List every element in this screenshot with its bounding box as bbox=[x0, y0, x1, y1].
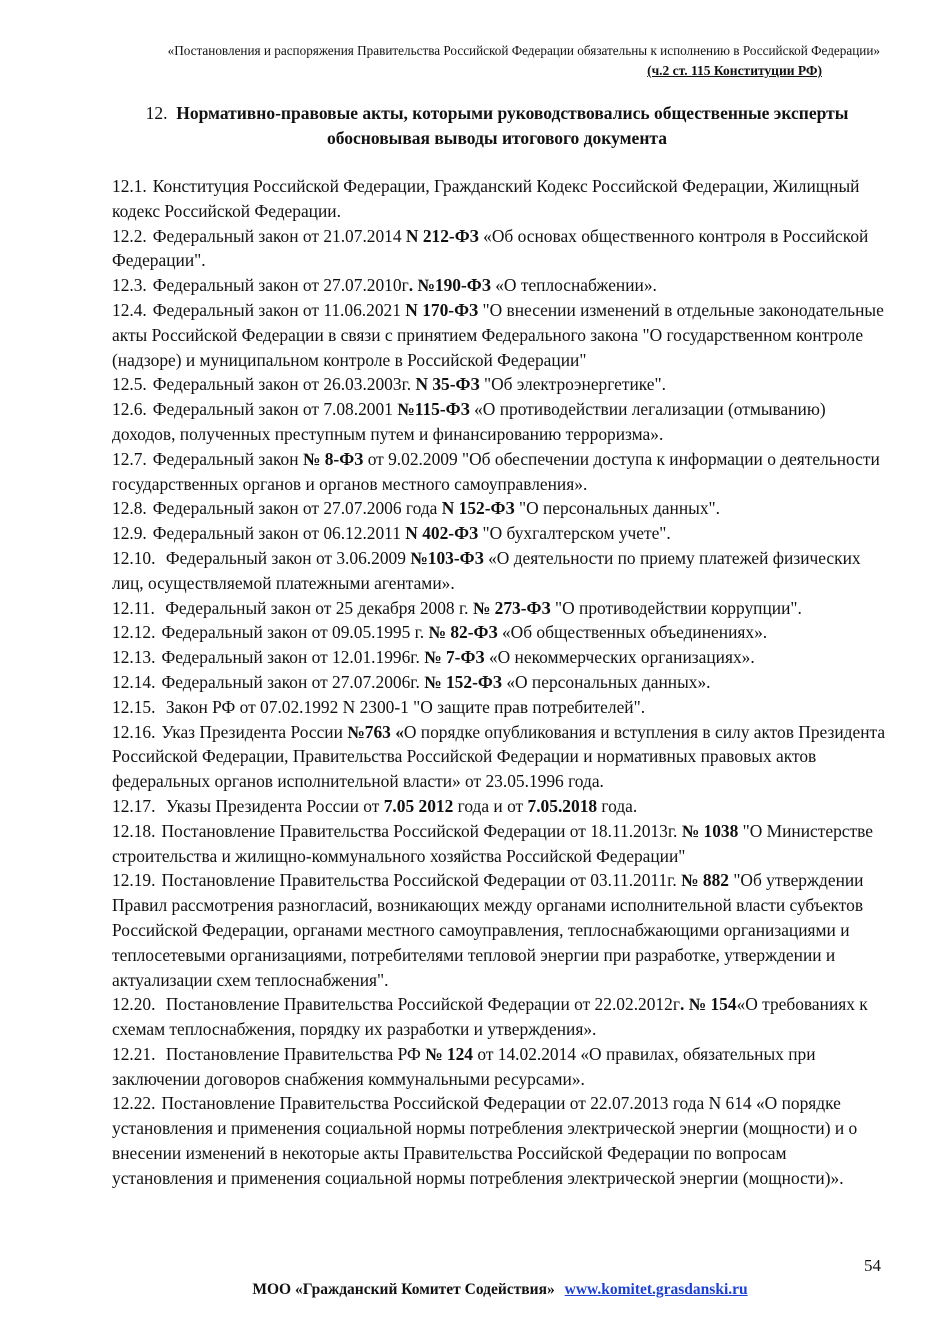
act-number: N 152-ФЗ bbox=[441, 498, 515, 519]
item-text: года и от bbox=[453, 795, 528, 816]
item-number: 12.2. bbox=[112, 225, 147, 246]
item-number: 12.21. bbox=[112, 1043, 156, 1064]
section-heading bbox=[112, 101, 882, 151]
list-item bbox=[112, 670, 887, 695]
item-text: «Об общественных объединениях». bbox=[497, 622, 768, 643]
act-number: 7.05 2012 bbox=[383, 795, 454, 816]
item-text: Федеральный закон от 27.07.2006г. bbox=[161, 671, 425, 692]
item-number: 12.20. bbox=[112, 994, 156, 1015]
item-number: 12.5. bbox=[112, 374, 147, 395]
item-text: "О бухгалтерском учете". bbox=[478, 523, 671, 544]
item-text: года. bbox=[597, 795, 638, 816]
item-text: "Об электроэнергетике". bbox=[479, 374, 666, 395]
running-header: «Постановления и распоряжения Правительства Российской Федерации обязательны к исполнению в Российской Федерации» bbox=[167, 43, 880, 58]
list-item bbox=[112, 596, 887, 621]
act-number: № 124 bbox=[425, 1043, 473, 1064]
item-text: Федеральный закон от 27.07.2010г bbox=[152, 275, 409, 296]
item-text: Постановление Правительства Российской Федерации от 18.11.2013г. bbox=[161, 820, 682, 841]
act-number: № 882 bbox=[681, 870, 729, 891]
item-text: «О деятельности по приему платежей физических лиц, осуществляемой платежными агентами». bbox=[112, 547, 861, 593]
item-number: 12.16. bbox=[112, 721, 156, 742]
legal-acts-list bbox=[112, 174, 887, 1191]
act-number: N 212-ФЗ bbox=[405, 225, 479, 246]
list-item bbox=[112, 546, 887, 596]
list-item bbox=[112, 372, 887, 397]
page-footer bbox=[0, 1281, 930, 1299]
footer-organization: МОО «Гражданский Комитет Содействия» bbox=[252, 1281, 555, 1298]
item-text: "О Министерстве строительства и жилищно-коммунального хозяйства Российской Федерации" bbox=[112, 820, 873, 866]
item-text: Федеральный закон от 3.06.2009 bbox=[161, 547, 411, 568]
item-number: 12.17. bbox=[112, 795, 156, 816]
item-text: «О некоммерческих организациях». bbox=[484, 647, 755, 668]
item-text: Указы Президента России от bbox=[161, 795, 384, 816]
item-text: от 14.02.2014 «О правилах, обязательных при заключении договоров снабжения коммунальными ресурсами». bbox=[112, 1043, 816, 1089]
section-number: 12. bbox=[145, 103, 168, 123]
item-text: Федеральный закон от 11.06.2021 bbox=[152, 299, 406, 320]
item-number: 12.18. bbox=[112, 820, 156, 841]
item-number: 12.13. bbox=[112, 647, 156, 668]
act-number: . № 154 bbox=[679, 994, 737, 1015]
item-text: «О требованиях к схемам теплоснабжения, порядку их разработки и утверждения». bbox=[112, 994, 868, 1040]
item-number: 12.8. bbox=[112, 498, 147, 519]
item-number: 12.6. bbox=[112, 399, 147, 420]
list-item bbox=[112, 819, 887, 869]
item-number: 12.10. bbox=[112, 547, 156, 568]
act-number: N 170-ФЗ bbox=[405, 299, 479, 320]
list-item bbox=[112, 273, 887, 298]
act-number: N 402-ФЗ bbox=[405, 523, 479, 544]
item-text: Федеральный закон от 09.05.1995 г. bbox=[161, 622, 429, 643]
item-text: "О персональных данных". bbox=[514, 498, 720, 519]
item-text: Федеральный закон от 26.03.2003г. bbox=[152, 374, 416, 395]
list-item bbox=[112, 720, 887, 794]
list-item bbox=[112, 992, 887, 1042]
list-item bbox=[112, 298, 887, 372]
item-number: 12.1. bbox=[112, 176, 147, 196]
item-text: Федеральный закон от 06.12.2011 bbox=[152, 523, 406, 544]
running-header-citation: (ч.2 ст. 115 Конституции РФ) bbox=[647, 63, 822, 78]
item-text: Постановление Правительства Российской Федерации от 22.07.2013 года N 614 «О порядке установления и применения социальной нормы потребления электрической энергии (мощности) и о внесении изменений в некоторые акты Правительства Российской Федерации по вопросам установления и применения социальной нормы потребления электрической энергии (мощности)». bbox=[112, 1093, 858, 1188]
item-text: Постановление Правительства Российской Федерации от 03.11.2011г. bbox=[161, 870, 682, 891]
item-text: Федеральный закон от 21.07.2014 bbox=[152, 225, 406, 246]
item-text: О порядке опубликования и вступления в силу актов Президента Российской Федерации, Правительства Российской Федерации и нормативных правовых актов федеральных органов исполнительной власти» от 23.05.1996 года. bbox=[112, 721, 886, 792]
item-number: 12.19. bbox=[112, 870, 156, 891]
list-item bbox=[112, 868, 887, 992]
list-item bbox=[112, 447, 887, 497]
item-text: Конституция Российской Федерации, Гражданский Кодекс Российской Федерации, Жилищный кодекс Российской Федерации. bbox=[112, 176, 860, 221]
list-item bbox=[112, 645, 887, 670]
item-number: 12.4. bbox=[112, 299, 147, 320]
act-number: № 152-ФЗ bbox=[424, 671, 502, 692]
item-text: Федеральный закон от 7.08.2001 bbox=[152, 399, 398, 420]
list-item bbox=[112, 397, 887, 447]
item-number: 12.9. bbox=[112, 523, 147, 544]
item-number: 12.3. bbox=[112, 275, 147, 296]
section-title: Нормативно-правовые акты, которыми руководствовались общественные эксперты обосновывая выводы итогового документа bbox=[176, 103, 849, 148]
list-item bbox=[112, 620, 887, 645]
page-number: 54 bbox=[864, 1256, 881, 1275]
item-text: "О внесении изменений в отдельные законодательные акты Российской Федерации в связи с принятием Федерального закона "О государственном контроле (надзоре) и муниципальном контроле в Российской Федерации" bbox=[112, 299, 884, 370]
item-text: Постановление Правительства Российской Федерации от 22.02.2012г bbox=[161, 994, 680, 1015]
item-text: Федеральный закон от 27.07.2006 года bbox=[152, 498, 442, 519]
act-number: №763 « bbox=[347, 721, 404, 742]
item-text: от 9.02.2009 "Об обеспечении доступа к информации о деятельности государственных органов и органов местного самоуправления». bbox=[112, 448, 880, 494]
act-number: № 1038 bbox=[681, 820, 739, 841]
act-number: №103-ФЗ bbox=[410, 547, 484, 568]
item-text: "О противодействии коррупции". bbox=[550, 597, 802, 618]
item-number: 12.14. bbox=[112, 671, 156, 692]
item-text: «О персональных данных». bbox=[501, 671, 711, 692]
act-number: 7.05.2018 bbox=[527, 795, 598, 816]
item-number: 12.7. bbox=[112, 448, 147, 469]
list-item bbox=[112, 695, 887, 720]
act-number: № 8-ФЗ bbox=[302, 448, 364, 469]
list-item bbox=[112, 174, 887, 224]
list-item bbox=[112, 1042, 887, 1092]
item-text: Федеральный закон bbox=[152, 448, 303, 469]
act-number: №115-ФЗ bbox=[397, 399, 470, 420]
act-number: № 82-ФЗ bbox=[428, 622, 498, 643]
act-number: . №190-ФЗ bbox=[408, 275, 491, 296]
item-text: "Об утверждении Правил рассмотрения разногласий, возникающих между органами исполнительной власти субъектов Российской Федерации, органами местного самоуправления, теплоснабжающими организациями и теплосетевыми организациями, потребителями тепловой энергии при разработке, утверждении и актуализации схем теплоснабжения". bbox=[112, 870, 864, 990]
item-number: 12.15. bbox=[112, 696, 156, 717]
list-item bbox=[112, 224, 887, 274]
act-number: № 7-ФЗ bbox=[424, 647, 485, 668]
list-item bbox=[112, 521, 887, 546]
item-number: 12.12. bbox=[112, 622, 156, 643]
item-text: «О теплоснабжении». bbox=[490, 275, 657, 296]
item-text: Закон РФ от 07.02.1992 N 2300-1 "О защите прав потребителей". bbox=[161, 696, 646, 717]
item-text: Федеральный закон от 12.01.1996г. bbox=[161, 647, 425, 668]
item-number: 12.11. bbox=[112, 597, 155, 618]
item-text: «Об основах общественного контроля в Российской Федерации". bbox=[112, 225, 869, 271]
list-item bbox=[112, 794, 887, 819]
item-number: 12.22. bbox=[112, 1093, 156, 1114]
act-number: № 273-ФЗ bbox=[472, 597, 551, 618]
item-text: Указ Президента России bbox=[161, 721, 348, 742]
act-number: N 35-ФЗ bbox=[415, 374, 480, 395]
item-text: Федеральный закон от 25 декабря 2008 г. bbox=[160, 597, 473, 618]
list-item bbox=[112, 1091, 887, 1190]
list-item bbox=[112, 496, 887, 521]
item-text: Постановление Правительства РФ bbox=[161, 1043, 426, 1064]
footer-website-link[interactable]: www.komitet.grasdanski.ru bbox=[564, 1281, 748, 1298]
item-text: «О противодействии легализации (отмыванию) доходов, полученных преступным путем и финансированию терроризма». bbox=[112, 399, 826, 444]
